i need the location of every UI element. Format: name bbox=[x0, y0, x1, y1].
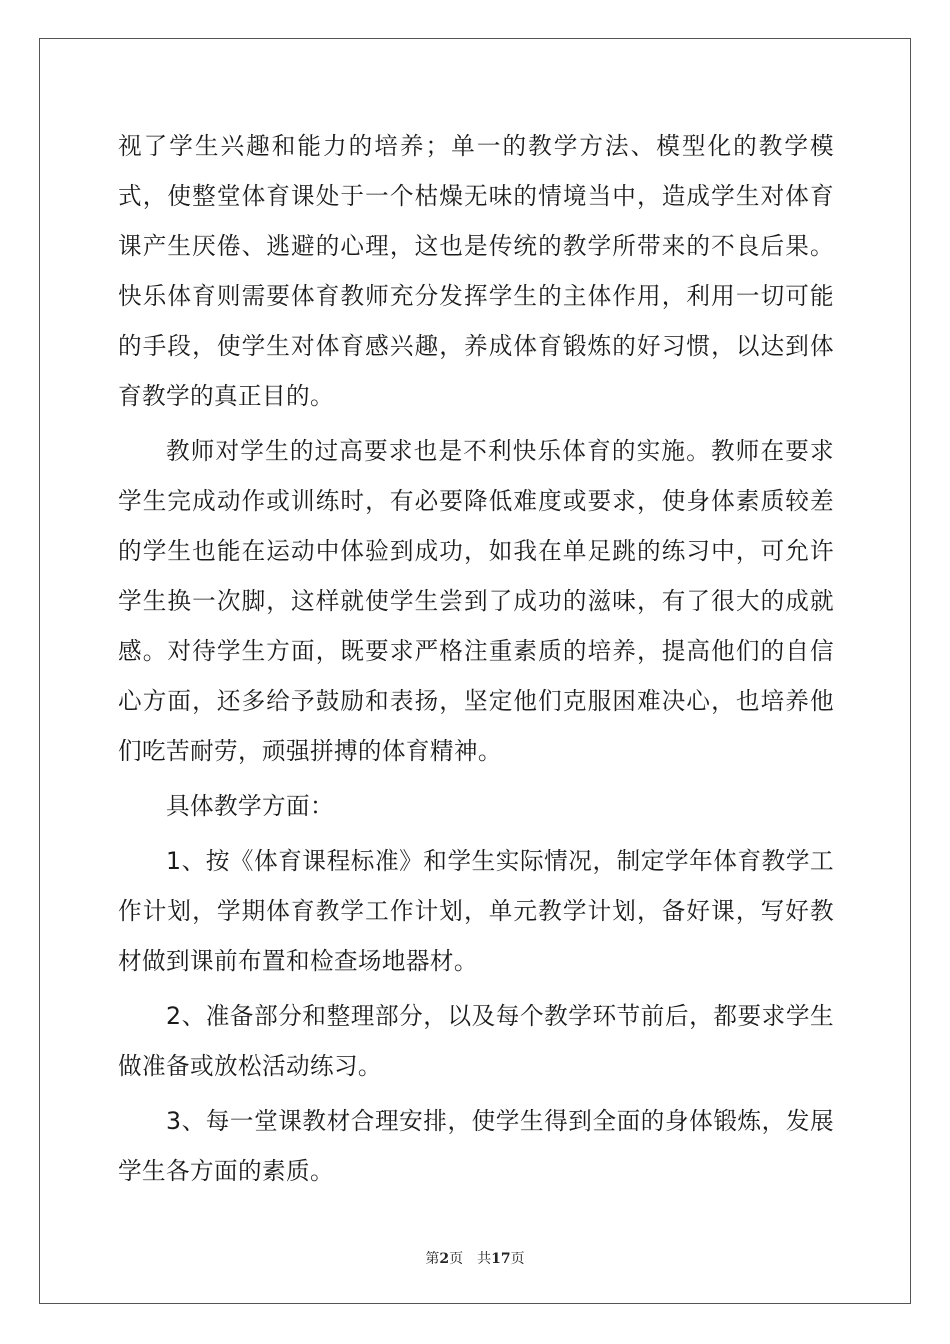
list-item: 3、每一堂课教材合理安排，使学生得到全面的身体锻炼，发展学生各方面的素质。 bbox=[118, 1107, 834, 1185]
paragraph: 教师对学生的过高要求也是不利快乐体育的实施。教师在要求学生完成动作或训练时，有必要降低难度或要求，使身体素质较差的学生也能在运动中体验到成功，如我在单足跳的练习中，可允许学生换一次脚，这样就使学生尝到了成功的滋味，有了很大的成就感。对待学生方面，既要求严格注重素质的培养，提高他们的自信心方面，还多给予鼓励和表扬，坚定他们克服困难决心，也培养他们吃苦耐劳，顽强拼搏的体育精神。 bbox=[118, 437, 834, 765]
list-item: 1、按《体育课程标准》和学生实际情况，制定学年体育教学工作计划，学期体育教学工作计划，单元教学计划，备好课，写好教材做到课前布置和检查场地器材。 bbox=[118, 847, 834, 975]
total-pages: 17 bbox=[491, 1251, 511, 1267]
page-number: 2 bbox=[439, 1251, 450, 1267]
total-prefix: 共 bbox=[477, 1251, 492, 1267]
list-item: 2、准备部分和整理部分，以及每个教学环节前后，都要求学生做准备或放松活动练习。 bbox=[118, 1002, 834, 1080]
page-footer bbox=[0, 1248, 950, 1268]
page-prefix: 第 bbox=[425, 1251, 440, 1267]
paragraph: 视了学生兴趣和能力的培养；单一的教学方法、模型化的教学模式，使整堂体育课处于一个枯燥无味的情境当中，造成学生对体育课产生厌倦、逃避的心理，这也是传统的教学所带来的不良后果。快乐体育则需要体育教师充分发挥学生的主体作用，利用一切可能的手段，使学生对体育感兴趣，养成体育锻炼的好习惯，以达到体育教学的真正目的。 bbox=[118, 132, 834, 410]
document-body bbox=[118, 121, 834, 1196]
page-suffix: 页 bbox=[449, 1251, 464, 1267]
total-suffix: 页 bbox=[510, 1251, 525, 1267]
section-heading: 具体教学方面： bbox=[166, 792, 334, 820]
